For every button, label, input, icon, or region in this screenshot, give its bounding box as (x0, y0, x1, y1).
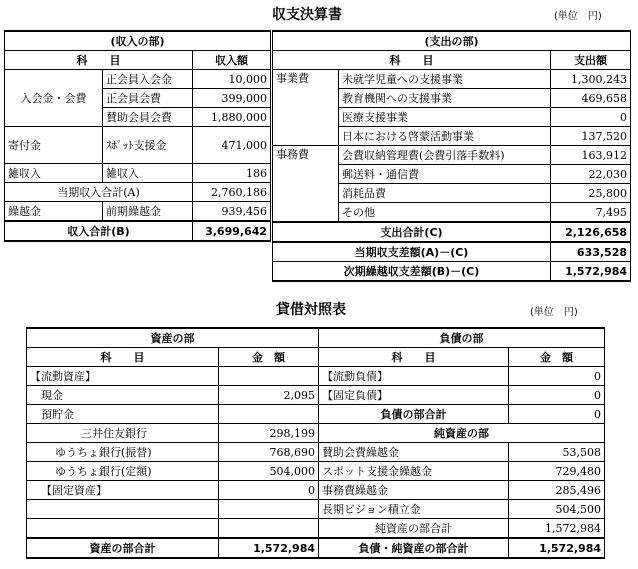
assets-empty-row (27, 500, 219, 519)
assets-table (26, 327, 319, 559)
expense-col-item: 科 目 (273, 51, 551, 70)
income-col-amount: 収入額 (193, 51, 271, 70)
income-total-label: 収入合計(B) (5, 221, 193, 241)
income-item: ｽﾎﾟｯﾄ支援金 (103, 127, 193, 164)
expense-total-label: 支出合計(C) (273, 222, 551, 242)
assets-amount (219, 405, 319, 424)
income-amount: 399,000 (193, 89, 271, 108)
income-carry-group: 繰越金 (5, 202, 103, 222)
net-assets-amount: 285,496 (509, 481, 605, 500)
assets-amount: 768,690 (219, 443, 319, 462)
current-liabilities-amount: 0 (509, 367, 605, 386)
liabilities-section-header: 負債の部 (319, 328, 605, 348)
expense-table (272, 30, 631, 282)
income-carry-amount: 939,456 (193, 202, 271, 222)
balance-sheet-unit: (単位 円) (530, 307, 578, 318)
liabilities-total: 0 (509, 405, 605, 424)
expense-amount: 469,658 (551, 89, 631, 108)
income-total: 3,699,642 (193, 221, 271, 241)
assets-item: ゆうちょ銀行(定額) (27, 462, 219, 481)
assets-item: 預貯金 (27, 405, 219, 424)
income-carry-item: 前期繰越金 (103, 202, 193, 222)
assets-section-header: 資産の部 (27, 328, 319, 348)
assets-item: 【固定資産】 (27, 481, 219, 500)
income-amount: 186 (193, 164, 271, 183)
liabilities-net-total-label: 負債・純資産の部合計 (319, 538, 509, 558)
liabilities-net-total: 1,572,984 (509, 538, 605, 558)
assets-item: ゆうちょ銀行(振替) (27, 443, 219, 462)
expense-amount: 137,520 (551, 127, 631, 146)
assets-amount: 298,199 (219, 424, 319, 443)
expense-amount: 22,030 (551, 165, 631, 184)
expense-item: 郵送料・通信費 (339, 165, 551, 184)
assets-item: 三井住友銀行 (27, 424, 219, 443)
net-assets-item: 賛助会費繰越金 (319, 443, 509, 462)
assets-item: 【流動資産】 (27, 367, 219, 386)
fixed-liabilities-label: 【固定負債】 (319, 386, 509, 405)
expense-section-header: (支出の部) (273, 31, 631, 51)
net-assets-item: 長期ビジョン積立金 (319, 500, 509, 519)
expense-item: 未就学児童への支援事業 (339, 70, 551, 89)
balance-sheet-title: 貸借対照表 (276, 302, 346, 318)
expense-col-amount: 支出額 (551, 51, 631, 70)
income-amount: 1,880,000 (193, 108, 271, 127)
expense-total: 2,126,658 (551, 222, 631, 242)
net-assets-amount: 504,500 (509, 500, 605, 519)
assets-amount (219, 367, 319, 386)
income-item: 雑収入 (103, 164, 193, 183)
diff2-amount: 1,572,984 (551, 262, 631, 282)
income-group-donation: 寄付金 (5, 127, 103, 164)
net-assets-header: 純資産の部 (319, 424, 605, 443)
expense-amount: 7,495 (551, 203, 631, 223)
assets-amount: 0 (219, 481, 319, 500)
expense-group-office: 事務費 (273, 146, 339, 223)
liabilities-col-item: 科 目 (319, 348, 509, 367)
net-assets-amount: 53,508 (509, 443, 605, 462)
expense-item: 消耗品費 (339, 184, 551, 203)
income-section-header: (収入の部) (5, 31, 271, 51)
expense-amount: 163,912 (551, 146, 631, 165)
expense-item: 会費収納管理費(会費引落手数料) (339, 146, 551, 165)
net-assets-total: 1,572,984 (509, 519, 605, 539)
diff2-label: 次期繰越収支差額(B)－(C) (273, 262, 551, 282)
net-assets-amount: 729,480 (509, 462, 605, 481)
expense-amount: 25,800 (551, 184, 631, 203)
income-item: 賛助会員会費 (103, 108, 193, 127)
liabilities-col-amount: 金 額 (509, 348, 605, 367)
expense-item: その他 (339, 203, 551, 223)
expense-group-project: 事業費 (273, 70, 339, 146)
liabilities-total-label: 負債の部合計 (319, 405, 509, 424)
expense-item: 日本における啓蒙活動事業 (339, 127, 551, 146)
assets-col-amount: 金 額 (219, 348, 319, 367)
income-statement-unit: (単位 円) (554, 11, 602, 22)
expense-item: 教育機関への支援事業 (339, 89, 551, 108)
income-current-total: 2,760,186 (193, 183, 271, 202)
net-assets-total-label: 純資産の部合計 (319, 519, 509, 539)
net-assets-item: スポット支援金繰越金 (319, 462, 509, 481)
fixed-liabilities-amount: 0 (509, 386, 605, 405)
income-amount: 471,000 (193, 127, 271, 164)
diff1-label: 当期収支差額(A)－(C) (273, 242, 551, 262)
assets-amount: 504,000 (219, 462, 319, 481)
assets-empty-amount (219, 500, 319, 519)
income-col-item: 科 目 (5, 51, 193, 70)
expense-item: 医療支援事業 (339, 108, 551, 127)
income-group-fees: 入会金・会費 (5, 70, 103, 127)
assets-col-item: 科 目 (27, 348, 219, 367)
assets-item: 現金 (27, 386, 219, 405)
assets-total-label: 資産の部合計 (27, 538, 219, 558)
assets-empty-amount (219, 519, 319, 539)
assets-amount: 2,095 (219, 386, 319, 405)
income-group-misc: 雑収入 (5, 164, 103, 183)
income-table (4, 30, 271, 242)
assets-total: 1,572,984 (219, 538, 319, 558)
expense-amount: 1,300,243 (551, 70, 631, 89)
current-liabilities-label: 【流動負債】 (319, 367, 509, 386)
net-assets-item: 事務費繰越金 (319, 481, 509, 500)
expense-amount: 0 (551, 108, 631, 127)
income-item: 正会員入会金 (103, 70, 193, 89)
assets-empty-row (27, 519, 219, 539)
income-amount: 10,000 (193, 70, 271, 89)
income-item: 正会員会費 (103, 89, 193, 108)
diff1-amount: 633,528 (551, 242, 631, 262)
liabilities-table (318, 327, 605, 559)
income-current-total-label: 当期収入合計(A) (5, 183, 193, 202)
income-statement-title: 収支決算書 (272, 7, 342, 23)
